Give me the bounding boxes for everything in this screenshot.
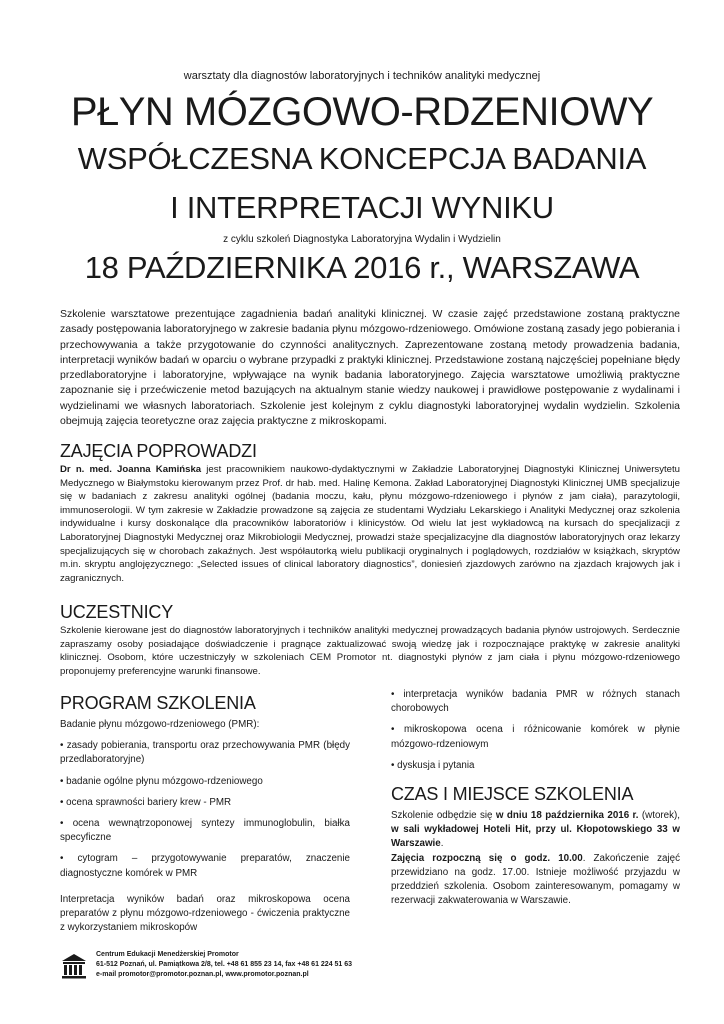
instructor-bio	[60, 463, 680, 585]
program-item: • cytogram – przygotowywanie preparatów, znaczenie diagnostyczne komórek w PMR	[60, 853, 350, 879]
footer-address: 61-512 Poznań, ul. Pamiątkowa 2/8, tel. +48 61 855 23 14, fax +48 61 224 51 63	[96, 961, 353, 968]
title-line-1: PŁYN MÓZGOWO-RDZENIOWY	[70, 90, 654, 134]
venue-heading: CZAS I MIEJSCE SZKOLENIA	[391, 784, 634, 805]
venue-start-time: Zajęcia rozpoczną się o godz. 10.00	[391, 852, 583, 864]
program-item: • mikroskopowa ocena i różnicowanie komórek w płynie mózgowo-rdzeniowym	[391, 724, 680, 750]
title-line-3: I INTERPRETACJI WYNIKU	[170, 190, 554, 225]
intro-paragraph: Szkolenie warsztatowe prezentujące zagadnienia badań analityki klinicznej. W czasie zajęć przedstawione zostaną praktyczne zasady postępowania laboratoryjnego w zakresie badania płynu mózgowo-rdzeniowego. Omówione zostaną zasady jego pobierania i przechowywania a także przygotowanie do czynności analitycznych. Zaprezentowane zostaną metody prowadzenia badania, interpretacji wyników badań w oparciu o wybrane przypadki z praktyki klinicznej. Przedstawione zostaną najczęściej popełniane błędy przedlaboratoryjne i laboratoryjne, wpływające na wynik badania laboratoryjnego. Zajęcia warsztatowe umożliwią praktyczne zapoznanie się i przećwiczenie metod bazujących na aktualnym stanie wiedzy naukowej i prawidłowe postępowanie z wydalinami i wydzielinami we własnych laboratoriach. Szkolenie jest kolejnym z cyklu diagnostyki laboratoryjnej wydalin wydzielin. Szkolenia obejmują zajęcia teoretyczne oraz zajęcia praktyczne z mikroskopami.	[60, 308, 680, 428]
program-intro: Badanie płynu mózgowo-rdzeniowego (PMR):	[60, 719, 260, 730]
venue-paragraph-1	[391, 809, 680, 852]
program-item: • dyskusja i pytania	[391, 759, 475, 771]
program-item: • zasady pobierania, transportu oraz przechowywania PMR (błędy przedlaboratoryjne)	[60, 740, 350, 766]
participants-heading: UCZESTNICY	[60, 602, 174, 622]
date-place-title: 18 PAŹDZIERNIKA 2016 r., WARSZAWA	[84, 250, 640, 285]
venue-text: (wtorek),	[638, 810, 681, 822]
program-item: • interpretacja wyników badania PMR w różnych stanach chorobowych	[391, 689, 680, 715]
venue-paragraph-2	[391, 852, 680, 909]
right-column	[391, 688, 680, 915]
instructor-name: Dr n. med. Joanna Kamińska	[60, 464, 202, 475]
footer-org: Centrum Edukacji Menedżerskiej Promotor	[96, 951, 239, 958]
footer-contact[interactable]: e-mail promotor@promotor.poznan.pl, www.promotor.poznan.pl	[96, 971, 309, 978]
venue-text: .	[440, 838, 444, 850]
venue-text: Szkolenie odbędzie się	[391, 810, 496, 822]
venue-date: w dniu 18 października 2016 r.	[495, 810, 639, 822]
instructor-bio-text: jest pracownikiem naukowo-dydaktycznymi w Zakładzie Laboratoryjnej Diagnostyki Klinicznej Uniwersytetu Medycznego w Białymstoku kierowanym przez Prof. dr hab. med. Halinę Kemona. Zakład Laboratoryjnej Diagnostyki Klinicznej UMB specjalizuje się w badaniach z zakresu analityki ogólnej (badania moczu, kału, płynu mózgowo-rdzeniowego i płynów z jam ciała), parazytologii, immunoserologii. W tym zakresie w Zakładzie prowadzone są zajęcia ze studentami Wydziału Lekarskiego i Analityki Medycznej oraz szkolenia indywidualne i kursy doskonalące dla pracowników laboratoriów i klinicystów. Od wielu lat jest wykładowcą na kursach do specjalizacji z Laboratoryjnej Diagnostyki Medycznej oraz Mikrobiologii Medycznej, prowadzi staże specjalizacyjne dla diagnostów laboratoryjnych oraz lekarzy specjalizujących się w chorobach zakaźnych. Jest współautorką wielu publikacji oryginalnych i poglądowych, rozdziałów w książkach, skryptów m.in. skryptu anglojęzycznego: „Selected issues of clinical laboratory diagnostics”, doniesień zjazdowych zarówno na zjazdach krajowych jak i zagranicznych.	[60, 464, 681, 584]
building-columns-icon	[60, 952, 88, 980]
header-subtitle: warsztaty dla diagnostów laboratoryjnych i techników analityki medycznej	[183, 70, 541, 82]
title-line-2: WSPÓŁCZESNA KONCEPCJA BADANIA	[77, 141, 647, 176]
series-line: z cyklu szkoleń Diagnostyka Laboratoryjna Wydalin i Wydzielin	[223, 234, 501, 245]
program-column	[60, 692, 350, 942]
program-item: • badanie ogólne płynu mózgowo-rdzeniowego	[60, 775, 263, 787]
program-item: • ocena wewnątrzoponowej syntezy immunoglobulin, białka specyficzne	[60, 818, 350, 844]
instructor-heading: ZAJĘCIA POPROWADZI	[60, 441, 257, 461]
venue-text: . Zakończenie zajęć przewidziano na godz. 17.00. Istnieje możliwość przyjazdu w przeddzień szkolenia. Osobom zainteresowanym, pomagamy w rezerwacji zakwaterowania w Warszawie.	[391, 852, 680, 907]
venue-location: w sali wykładowej Hoteli Hit, przy ul. Kłopotowskiego 33 w Warszawie	[391, 824, 680, 850]
participants-text: Szkolenie kierowane jest do diagnostów laboratoryjnych i techników analityki medycznej prowadzących badania płynów ustrojowych. Serdecznie zapraszamy osoby posiadające doświadczenie i pragnące zaktualizować swoją wiedzę jak i rozpocznające praktykę w zakresie analityki klinicznej. Osobom, które uczestniczyły w szkoleniach CEM Promotor nt. diagnostyki płynów z jam ciała i płynu mózgowo-rdzeniowego proponujemy preferencyjne warunki finansowe.	[60, 625, 680, 677]
program-practical: Interpretacja wyników badań oraz mikroskopowa ocena preparatów z płynu mózgowo-rdzeniowego - ćwiczenia praktyczne z wykorzystaniem mikroskopów	[60, 893, 350, 934]
program-item: • ocena sprawności bariery krew - PMR	[60, 796, 232, 808]
program-heading: PROGRAM SZKOLENIA	[60, 693, 256, 713]
